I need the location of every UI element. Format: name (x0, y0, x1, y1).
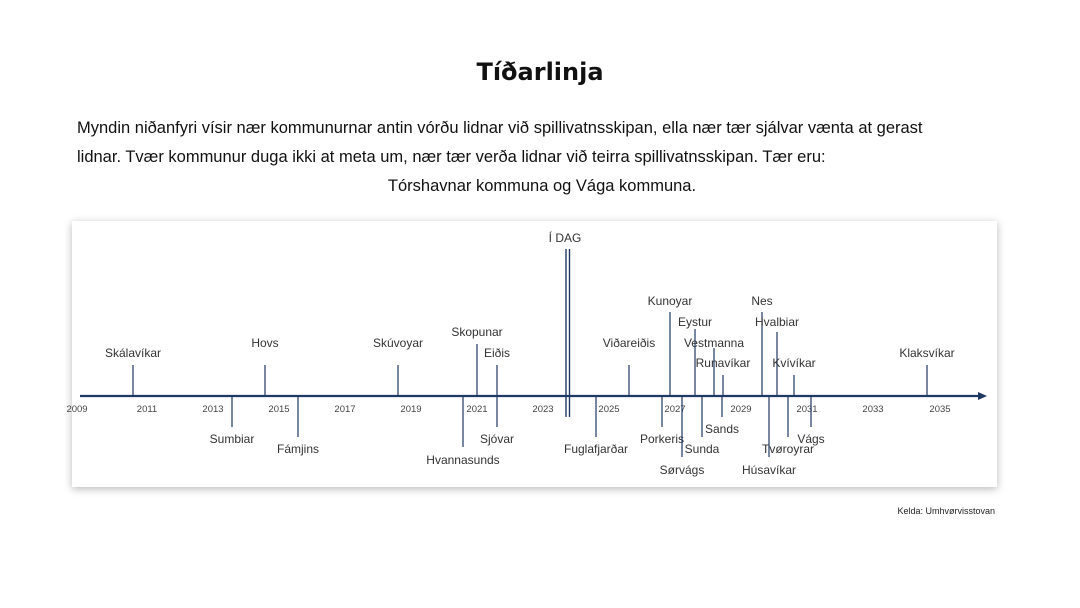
municipality-label: Skúvoyar (372, 336, 424, 350)
municipality-label: Sjóvar (479, 432, 515, 446)
year-label: 2015 (268, 404, 290, 415)
year-label: 2023 (532, 404, 554, 415)
municipality-label: Fámjins (276, 442, 320, 456)
year-label: 2031 (796, 404, 818, 415)
year-label: 2011 (136, 404, 158, 415)
year-label: 2021 (466, 404, 488, 415)
municipality-label: Fuglafjarðar (563, 442, 629, 456)
year-label: 2027 (664, 404, 686, 415)
municipality-label: Sørvágs (659, 463, 705, 477)
intro-line-3: Tórshavnar kommuna og Vága kommuna. (387, 177, 697, 195)
intro-line-2: lidnar. Tvær kommunur duga ikki at meta um, nær tær verða lidnar við teirra spillivatnsskipan. Tær eru: (77, 148, 826, 166)
municipality-label: Hvannasunds (426, 453, 500, 467)
municipality-label: Sumbiar (209, 432, 255, 446)
source-note: Kelda: Umhvørvisstovan (897, 506, 995, 516)
timeline-arrowhead (978, 392, 987, 400)
municipality-label: Eiðis (483, 346, 511, 360)
municipality-label: Vestmanna (683, 336, 745, 350)
municipality-label: Skálavíkar (104, 346, 162, 360)
year-label: 2019 (400, 404, 422, 415)
municipality-label: Porkeris (639, 432, 685, 446)
year-label: 2025 (598, 404, 620, 415)
municipality-label: Eystur (677, 315, 713, 329)
timeline-diagram (66, 221, 997, 487)
municipality-label: Húsavíkar (741, 463, 797, 477)
municipality-label: Tvøroyrar (762, 442, 814, 456)
today-label: Í DAG (548, 231, 582, 245)
municipality-label: Sunda (684, 442, 720, 456)
timeline-card (66, 221, 997, 487)
municipality-label: Vágs (797, 432, 825, 446)
year-label: 2029 (730, 404, 752, 415)
municipality-label: Klaksvíkar (899, 346, 955, 360)
municipality-label: Viðareiðis (602, 336, 656, 350)
municipality-label: Kvívíkar (772, 356, 816, 370)
year-label: 2035 (929, 404, 951, 415)
municipality-label: Sands (704, 422, 740, 436)
year-label: 2013 (202, 404, 224, 415)
intro-text (77, 114, 1007, 201)
municipality-label: Hovs (251, 336, 279, 350)
year-label: 2009 (66, 404, 88, 415)
year-label: 2017 (334, 404, 356, 415)
intro-line-1: Myndin niðanfyri vísir nær kommunurnar antin vórðu lidnar við spillivatnsskipan, ella nær tær sjálvar vænta at gerast (77, 119, 923, 137)
municipality-label: Skopunar (451, 325, 503, 339)
municipality-label: Hvalbiar (754, 315, 800, 329)
year-label: 2033 (862, 404, 884, 415)
municipality-label: Runavíkar (695, 356, 751, 370)
page-title: Tíðarlinja (476, 58, 604, 86)
municipality-label: Kunoyar (647, 294, 693, 308)
municipality-label: Nes (751, 294, 773, 308)
